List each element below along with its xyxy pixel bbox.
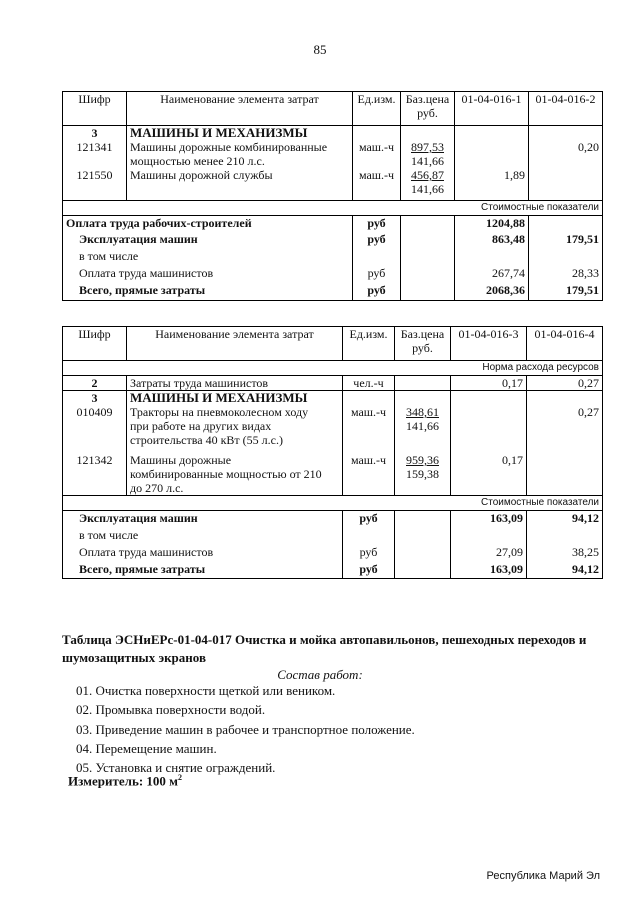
header-col2: 01-04-016-4 — [527, 327, 603, 361]
footer-region: Республика Марий Эл — [486, 870, 600, 882]
table-title: Таблица ЭСНиЕРс-01-04-017 Очистка и мойка автопавильонов, пешеходных переходов и шумозащитных экранов — [62, 632, 587, 665]
summary-row — [63, 283, 603, 300]
summary-row — [63, 562, 603, 579]
header-col2: 01-04-016-2 — [529, 92, 603, 126]
summary-unit: руб — [353, 232, 401, 249]
summary-label: в том числе — [63, 249, 353, 266]
row-value-1 — [455, 140, 529, 168]
row-value-2: 0,27 — [527, 405, 603, 447]
caption-cost-indicators: Стоимостные показатели — [63, 496, 603, 511]
header-code: Шифр — [63, 92, 127, 126]
measure-unit: Измеритель: 100 $м^2$ — [68, 773, 183, 789]
table-row — [63, 168, 603, 200]
summary-label: Эксплуатация машин — [63, 511, 343, 528]
work-item: 04. Перемещение машин. — [76, 740, 217, 756]
table-row — [63, 405, 603, 447]
summary-value-1: 2068,36 — [455, 283, 529, 300]
row-value-1: 1,89 — [455, 168, 529, 200]
summary-value-1: 27,09 — [451, 545, 527, 562]
row-unit: маш.-ч — [353, 140, 401, 168]
row-unit: маш.-ч — [343, 447, 395, 496]
row-code: 121342 — [63, 447, 127, 496]
row-value-2: 0,20 — [529, 140, 603, 168]
section-row — [63, 126, 603, 141]
summary-row — [63, 232, 603, 249]
summary-label: Всего, прямые затраты — [63, 283, 353, 300]
summary-row — [63, 215, 603, 232]
row-name: Машины дорожной службы — [127, 168, 353, 200]
header-col1: 01-04-016-3 — [451, 327, 527, 361]
labor-row — [63, 376, 603, 391]
summary-value-1: 863,48 — [455, 232, 529, 249]
section-row — [63, 391, 603, 406]
page-number: 85 — [313, 42, 327, 57]
row-value-2 — [529, 168, 603, 200]
summary-value-1: 163,09 — [451, 562, 527, 579]
summary-row — [63, 266, 603, 283]
row-unit: чел.-ч — [343, 376, 395, 391]
row-price: 897,53 141,66 — [401, 140, 455, 168]
summary-value-2 — [529, 215, 603, 232]
row-code: 2 — [63, 376, 127, 391]
row-unit: маш.-ч — [353, 168, 401, 200]
summary-unit: руб — [343, 545, 395, 562]
resource-table-2 — [62, 326, 603, 579]
row-name: Машины дорожные комбинированные мощностью от 210 до 270 л.с. — [127, 447, 343, 496]
summary-row — [63, 511, 603, 528]
row-value-2: 0,27 — [527, 376, 603, 391]
caption-resource-norm: Норма расхода ресурсов — [63, 361, 603, 376]
summary-unit: руб — [353, 283, 401, 300]
header-name: Наименование элемента затрат — [127, 327, 343, 361]
section-title: МАШИНЫ И МЕХАНИЗМЫ — [127, 391, 343, 406]
summary-value-2: 38,25 — [527, 545, 603, 562]
summary-row — [63, 528, 603, 545]
caption-cost-indicators: Стоимостные показатели — [63, 200, 603, 215]
row-price: 959,36 159,38 — [395, 447, 451, 496]
summary-row — [63, 545, 603, 562]
summary-label: Оплата труда рабочих-строителей — [63, 215, 353, 232]
table-row — [63, 447, 603, 496]
row-price: 456,87 141,66 — [401, 168, 455, 200]
summary-label: Оплата труда машинистов — [63, 266, 353, 283]
composition-heading: Состав работ: — [277, 667, 363, 682]
row-value-2 — [527, 447, 603, 496]
summary-value-1: 267,74 — [455, 266, 529, 283]
resource-table-1 — [62, 91, 603, 301]
header-unit: Ед.изм. — [353, 92, 401, 126]
header-col1: 01-04-016-1 — [455, 92, 529, 126]
summary-unit: руб — [353, 266, 401, 283]
summary-label: Эксплуатация машин — [63, 232, 353, 249]
summary-unit: руб — [343, 562, 395, 579]
summary-row — [63, 249, 603, 266]
table-row — [63, 140, 603, 168]
header-base-price: Баз.цена руб. — [401, 92, 455, 126]
work-item: 05. Установка и снятие ограждений. — [76, 760, 276, 776]
summary-label: Всего, прямые затраты — [63, 562, 343, 579]
summary-unit: руб — [343, 511, 395, 528]
row-code: 121341 — [63, 140, 127, 168]
work-list — [76, 681, 415, 777]
row-value-1 — [451, 405, 527, 447]
summary-value-2: 94,12 — [527, 562, 603, 579]
row-code: 010409 — [63, 405, 127, 447]
header-base-price: Баз.цена руб. — [395, 327, 451, 361]
row-name: Затраты труда машинистов — [127, 376, 343, 391]
work-item: 02. Промывка поверхности водой. — [76, 702, 266, 718]
header-code: Шифр — [63, 327, 127, 361]
summary-value-2: 94,12 — [527, 511, 603, 528]
row-code: 121550 — [63, 168, 127, 200]
row-price: 348,61 141,66 — [395, 405, 451, 447]
row-unit: маш.-ч — [343, 405, 395, 447]
row-name: Тракторы на пневмоколесном ходу при работе на других видах строительства 40 кВт (55 л.с.) — [127, 405, 343, 447]
summary-value-1: 163,09 — [451, 511, 527, 528]
summary-value-2: 28,33 — [529, 266, 603, 283]
row-name: Машины дорожные комбинированные мощностью менее 210 л.с. — [127, 140, 353, 168]
row-value-1: 0,17 — [451, 376, 527, 391]
work-item: 01. Очистка поверхности щеткой или веником. — [76, 683, 336, 698]
summary-value-1: 1204,88 — [455, 215, 529, 232]
summary-unit: руб — [353, 215, 401, 232]
summary-label: в том числе — [63, 528, 343, 545]
summary-value-2: 179,51 — [529, 283, 603, 300]
header-name: Наименование элемента затрат — [127, 92, 353, 126]
header-unit: Ед.изм. — [343, 327, 395, 361]
summary-value-2: 179,51 — [529, 232, 603, 249]
section-code: 3 — [63, 391, 127, 406]
section-code: 3 — [63, 126, 127, 141]
row-value-1: 0,17 — [451, 447, 527, 496]
summary-label: Оплата труда машинистов — [63, 545, 343, 562]
section-title: МАШИНЫ И МЕХАНИЗМЫ — [127, 126, 353, 141]
work-item: 03. Приведение машин в рабочее и транспортное положение. — [76, 721, 415, 737]
